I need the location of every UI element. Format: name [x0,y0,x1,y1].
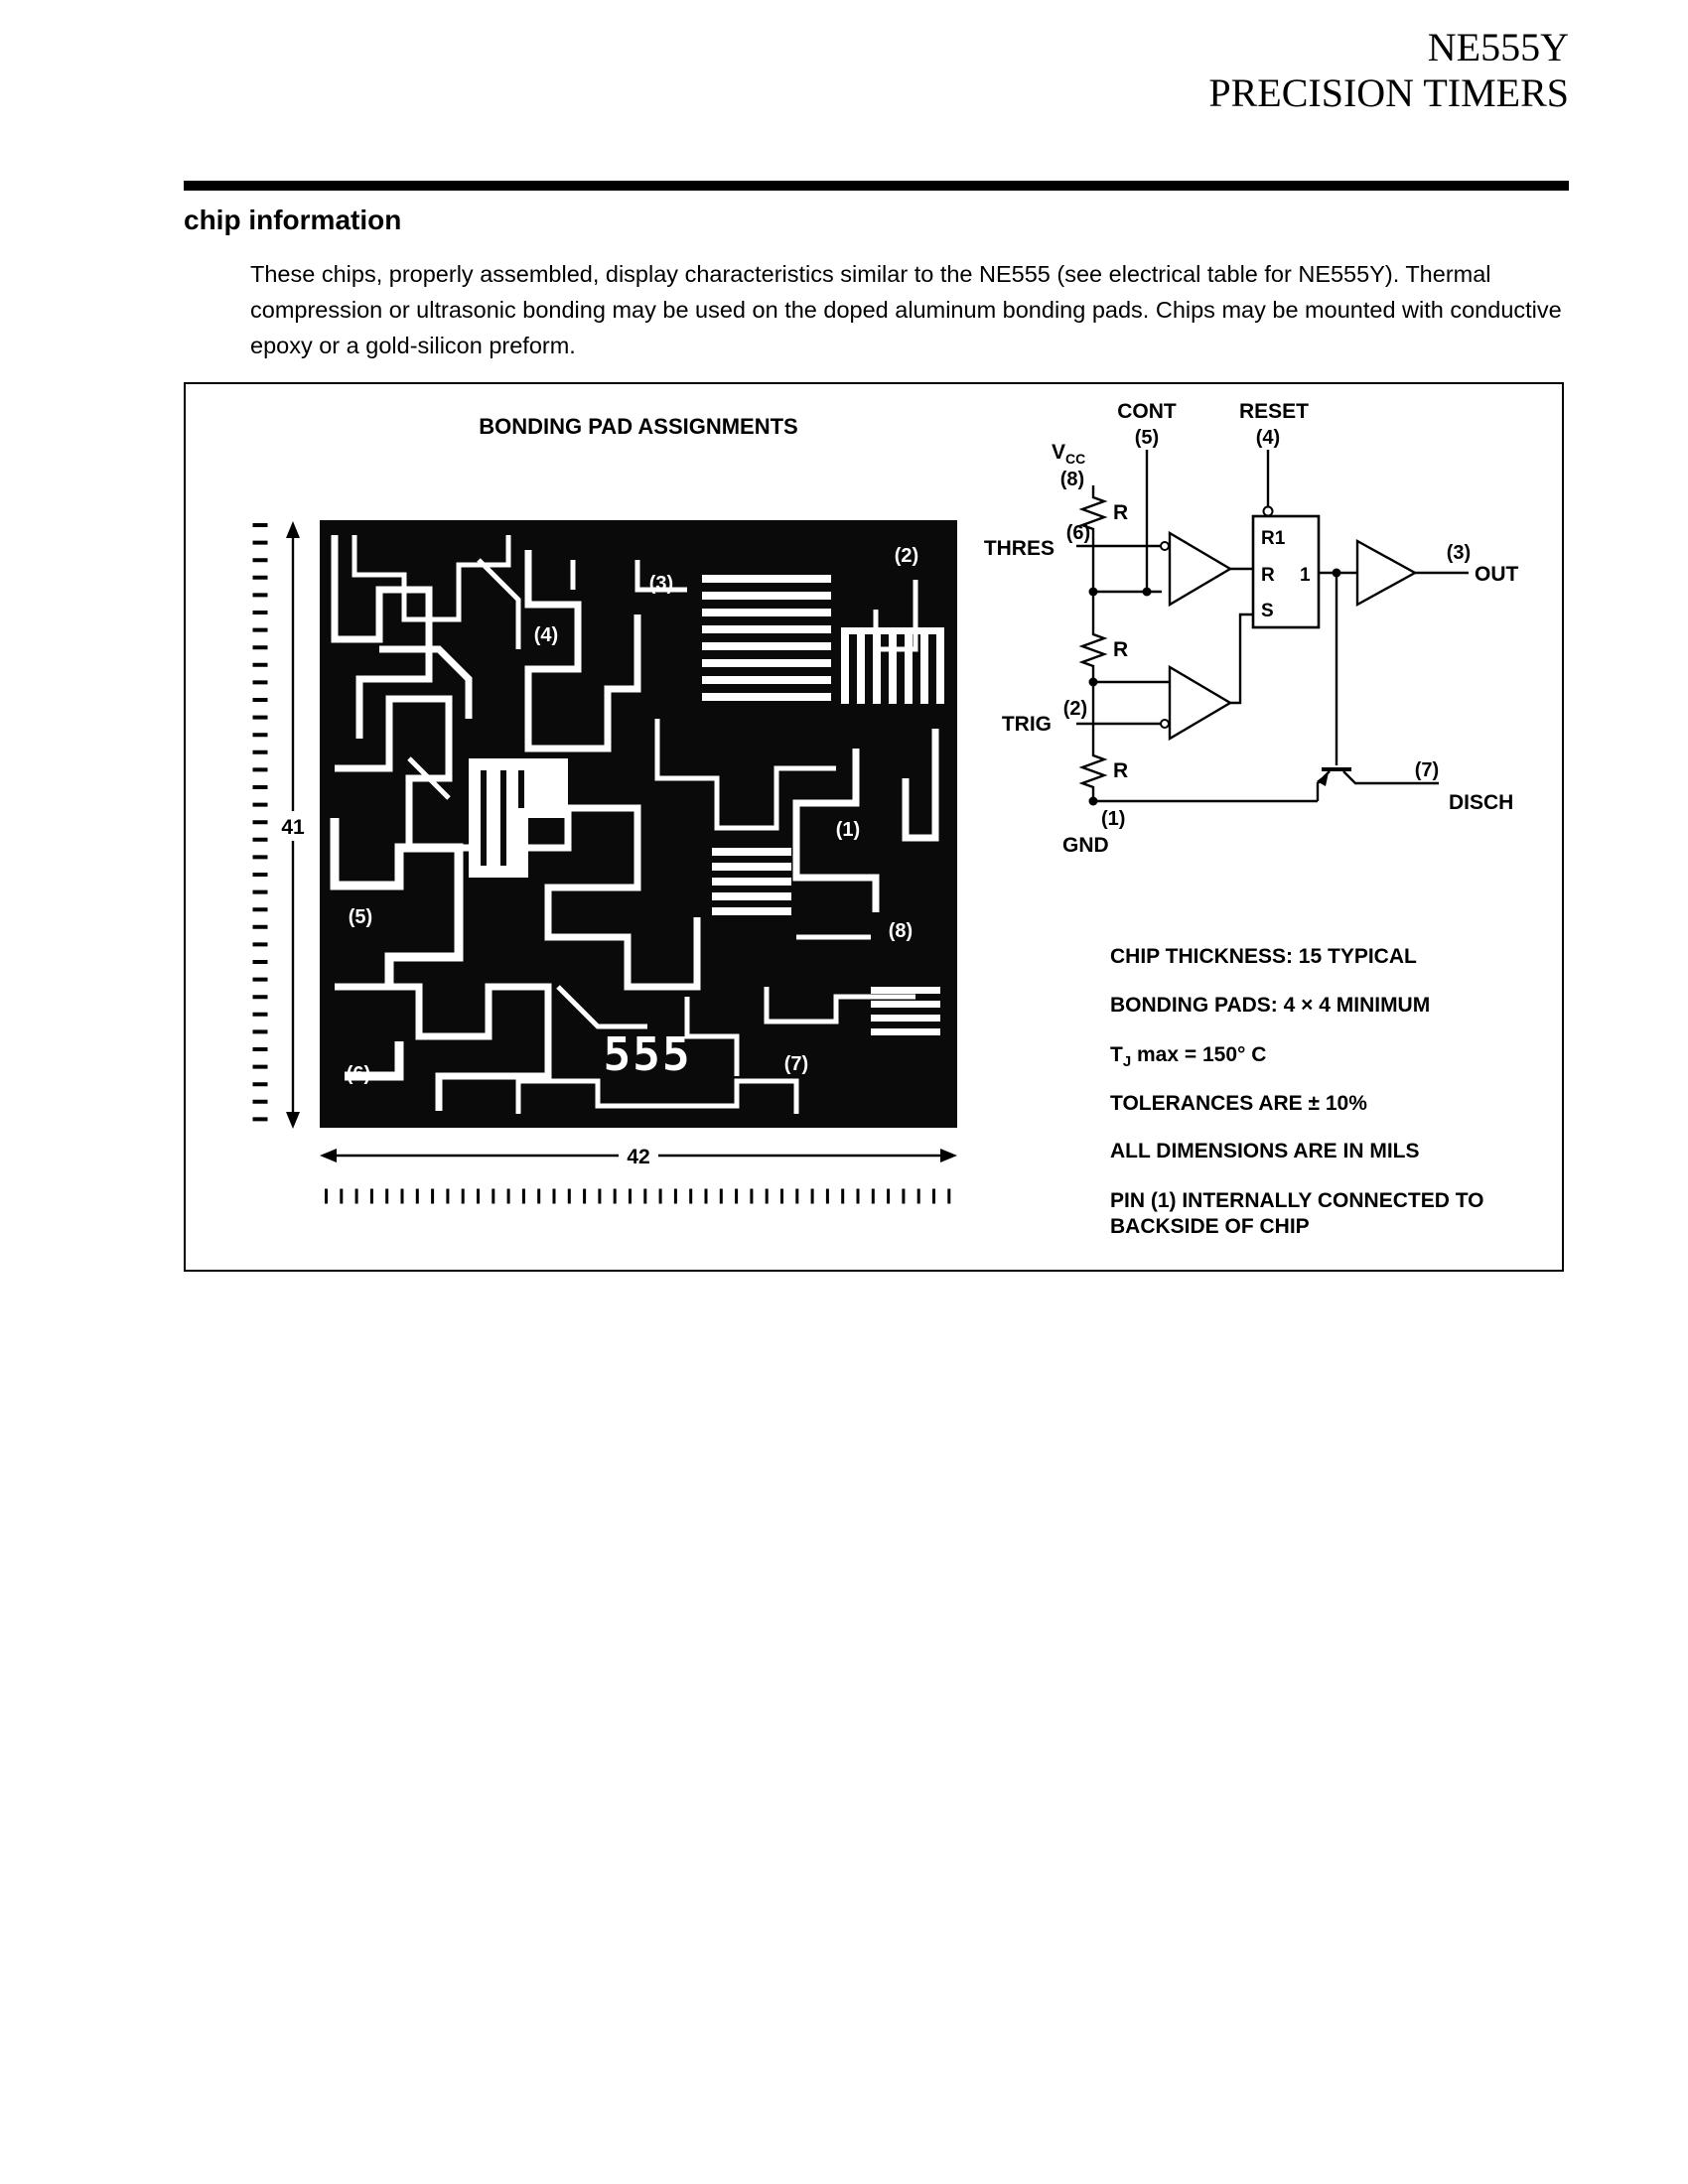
output-buffer-icon [1357,541,1415,605]
disch-label: DISCH [1449,791,1514,814]
die-height-label: 41 [281,816,305,839]
doc-subtitle: PRECISION TIMERS [1208,70,1569,115]
out-label: OUT [1475,563,1519,586]
comp2-bubble-icon [1161,720,1169,728]
header-rule [184,181,1569,191]
pad-label-1: (1) [835,819,861,841]
pad-label-6: (6) [346,1063,371,1085]
gnd-label: GND [1062,834,1109,857]
horizontal-dimension [320,1141,957,1170]
resistor-2 [1082,628,1104,672]
resistor-3 [1082,750,1104,793]
cont-pin: (5) [1134,427,1160,449]
resistor-2-label: R [1113,638,1129,661]
trig-label: TRIG [1001,713,1052,736]
note-bonding-pads: BONDING PADS: 4 × 4 MINIMUM [1110,994,1431,1017]
thres-pin: (6) [1065,522,1091,544]
trigger-comparator-icon [1170,667,1230,739]
note-tolerances: TOLERANCES ARE ± 10% [1110,1092,1367,1115]
resistor-3-label: R [1113,759,1129,782]
section-body: These chips, properly assembled, display characteristics similar to the NE555 (see electrical table for NE555Y). Thermal compression or ultrasonic bonding may be used on the doped aluminum bonding pads. Chips may be mounted with conductive epoxy or a gold-silicon preform. [250,261,1562,358]
figure-title: BONDING PAD ASSIGNMENTS [479,414,798,439]
vertical-dimension [278,521,308,1129]
note-chip-thickness: CHIP THICKNESS: 15 TYPICAL [1110,945,1417,968]
figure-graphics [186,384,1562,1270]
vcc-pin: (8) [1059,469,1085,490]
section-heading: chip information [184,205,402,235]
reset-label: RESET [1238,400,1310,423]
ff-q-label: 1 [1300,565,1311,586]
comp1-bubble-icon [1161,542,1169,550]
note-tj-max: $T_J$ max = 150° C [1110,1043,1267,1071]
thres-label: THRES [983,537,1055,560]
pad-label-7: (7) [783,1053,809,1075]
pad-label-8: (8) [888,920,914,942]
reset-bubble-icon [1264,507,1273,516]
ff-r1-label: R1 [1261,528,1286,549]
pad-label-3: (3) [648,573,674,595]
threshold-comparator-icon [1170,533,1230,605]
resistor-1-label: R [1113,501,1129,524]
ff-r-label: R [1261,565,1275,586]
note-pin1: PIN (1) INTERNALLY CONNECTED TO BACKSIDE OF CHIP [1110,1189,1484,1238]
comp2-out-wire [1230,614,1253,703]
cont-label: CONT [1117,400,1177,423]
gnd-pin: (1) [1101,808,1126,830]
reset-pin: (4) [1255,427,1281,449]
die-width-label: 42 [627,1146,650,1168]
vcc-label: $V_{CC}$ [1052,441,1086,467]
figure-box [184,382,1564,1272]
pad-label-5: (5) [348,906,373,928]
chip-die [320,520,957,1128]
pad-label-4: (4) [533,624,559,646]
pad-label-2: (2) [894,545,919,567]
note-dimensions: ALL DIMENSIONS ARE IN MILS [1110,1140,1420,1162]
doc-title: NE555Y [1427,25,1569,69]
trig-pin: (2) [1062,698,1088,720]
disch-pin: (7) [1414,759,1440,781]
die-555-logo: 555 [603,1027,692,1081]
ff-s-label: S [1261,601,1274,621]
out-pin: (3) [1446,542,1472,564]
